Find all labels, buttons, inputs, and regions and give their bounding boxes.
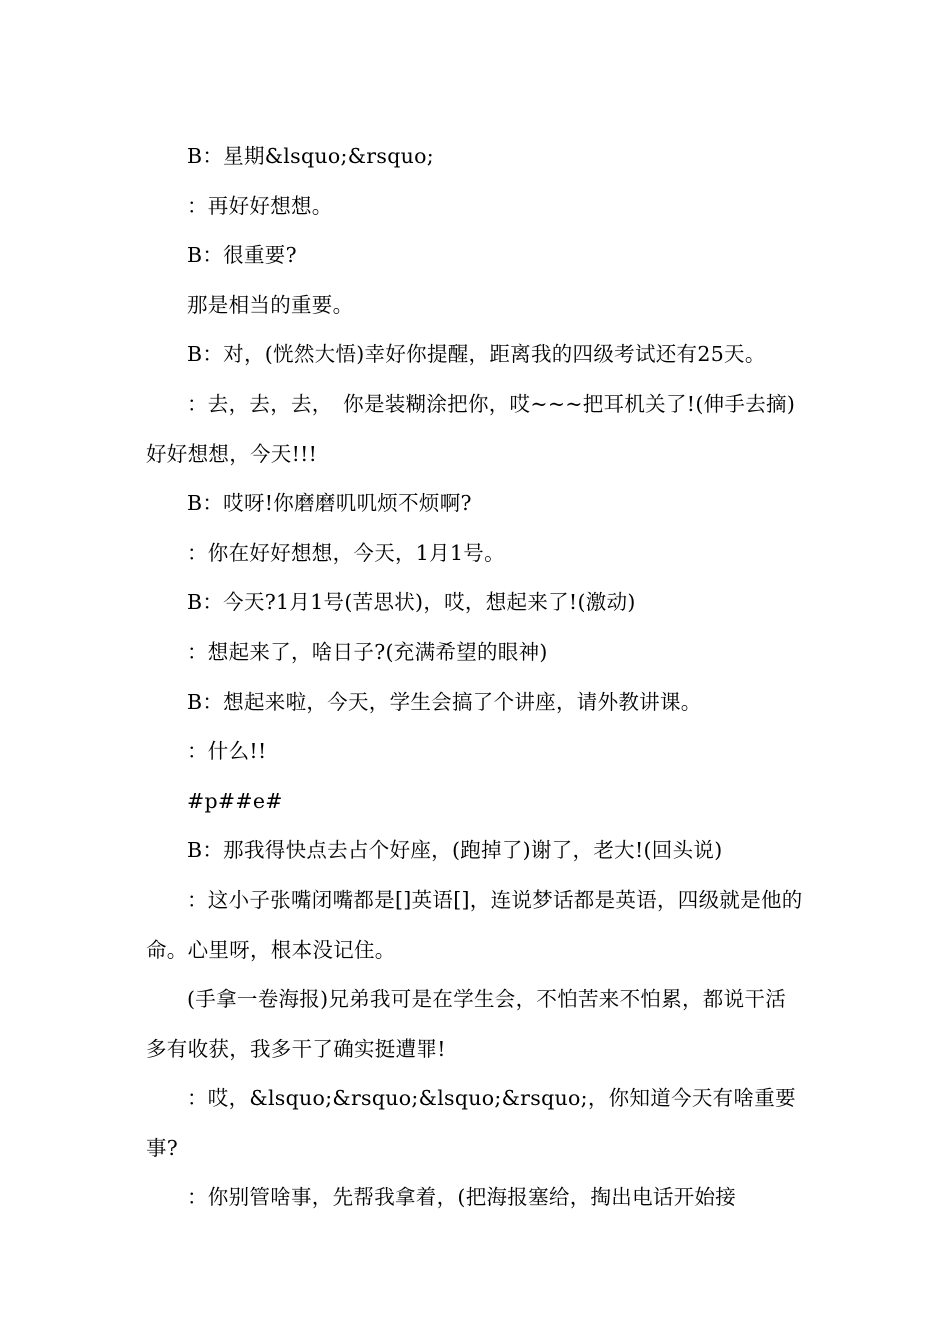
dialogue-line: ：想起来了，啥日子?(充满希望的眼神): [187, 639, 548, 664]
dialogue-line: ：你别管啥事，先帮我拿着，(把海报塞给，掏出电话开始接: [187, 1185, 737, 1210]
dialogue-line: B：想起来啦，今天，学生会搞了个讲座，请外教讲课。: [187, 689, 702, 714]
dialogue-line: B：星期&lsquo;&rsquo;: [187, 144, 435, 168]
dialogue-line: B：今天?1月1号(苦思状)，哎，想起来了!(激动): [187, 590, 636, 615]
dialogue-line: 那是相当的重要。: [187, 292, 354, 317]
dialogue-line: B：哎呀!你磨磨叽叽烦不烦啊?: [187, 491, 472, 516]
dialogue-line: B：对，(恍然大悟)幸好你提醒，距离我的四级考试还有25天。: [187, 342, 766, 367]
document-body: [146, 132, 806, 1223]
dialogue-line: ：你在好好想想，今天，1月1号。: [187, 540, 505, 565]
page-separator-marker: #p##e#: [187, 788, 283, 813]
dialogue-line: (手拿一卷海报)兄弟我可是在学生会，不怕苦来不怕累，都说干活多有收获，我多干了确实挺遭罪!: [146, 987, 786, 1061]
dialogue-line: B：很重要?: [187, 243, 297, 268]
dialogue-line: ：什么!!: [187, 739, 267, 764]
dialogue-line: ：这小子张嘴闭嘴都是[]英语[]，连说梦话都是英语，四级就是他的命。心里呀，根本没记住。: [146, 887, 803, 962]
dialogue-line: ：再好好想想。: [187, 193, 333, 218]
dialogue-line: ：哎，&lsquo;&rsquo;&lsquo;&rsquo;，你知道今天有啥重要事?: [146, 1086, 796, 1160]
dialogue-line: ：去，去，去， 你是装糊涂把你，哎~~~把耳机关了!(伸手去摘)好好想想，今天!!!: [146, 391, 796, 466]
dialogue-line: B：那我得快点去占个好座，(跑掉了)谢了，老大!(回头说): [187, 838, 723, 863]
